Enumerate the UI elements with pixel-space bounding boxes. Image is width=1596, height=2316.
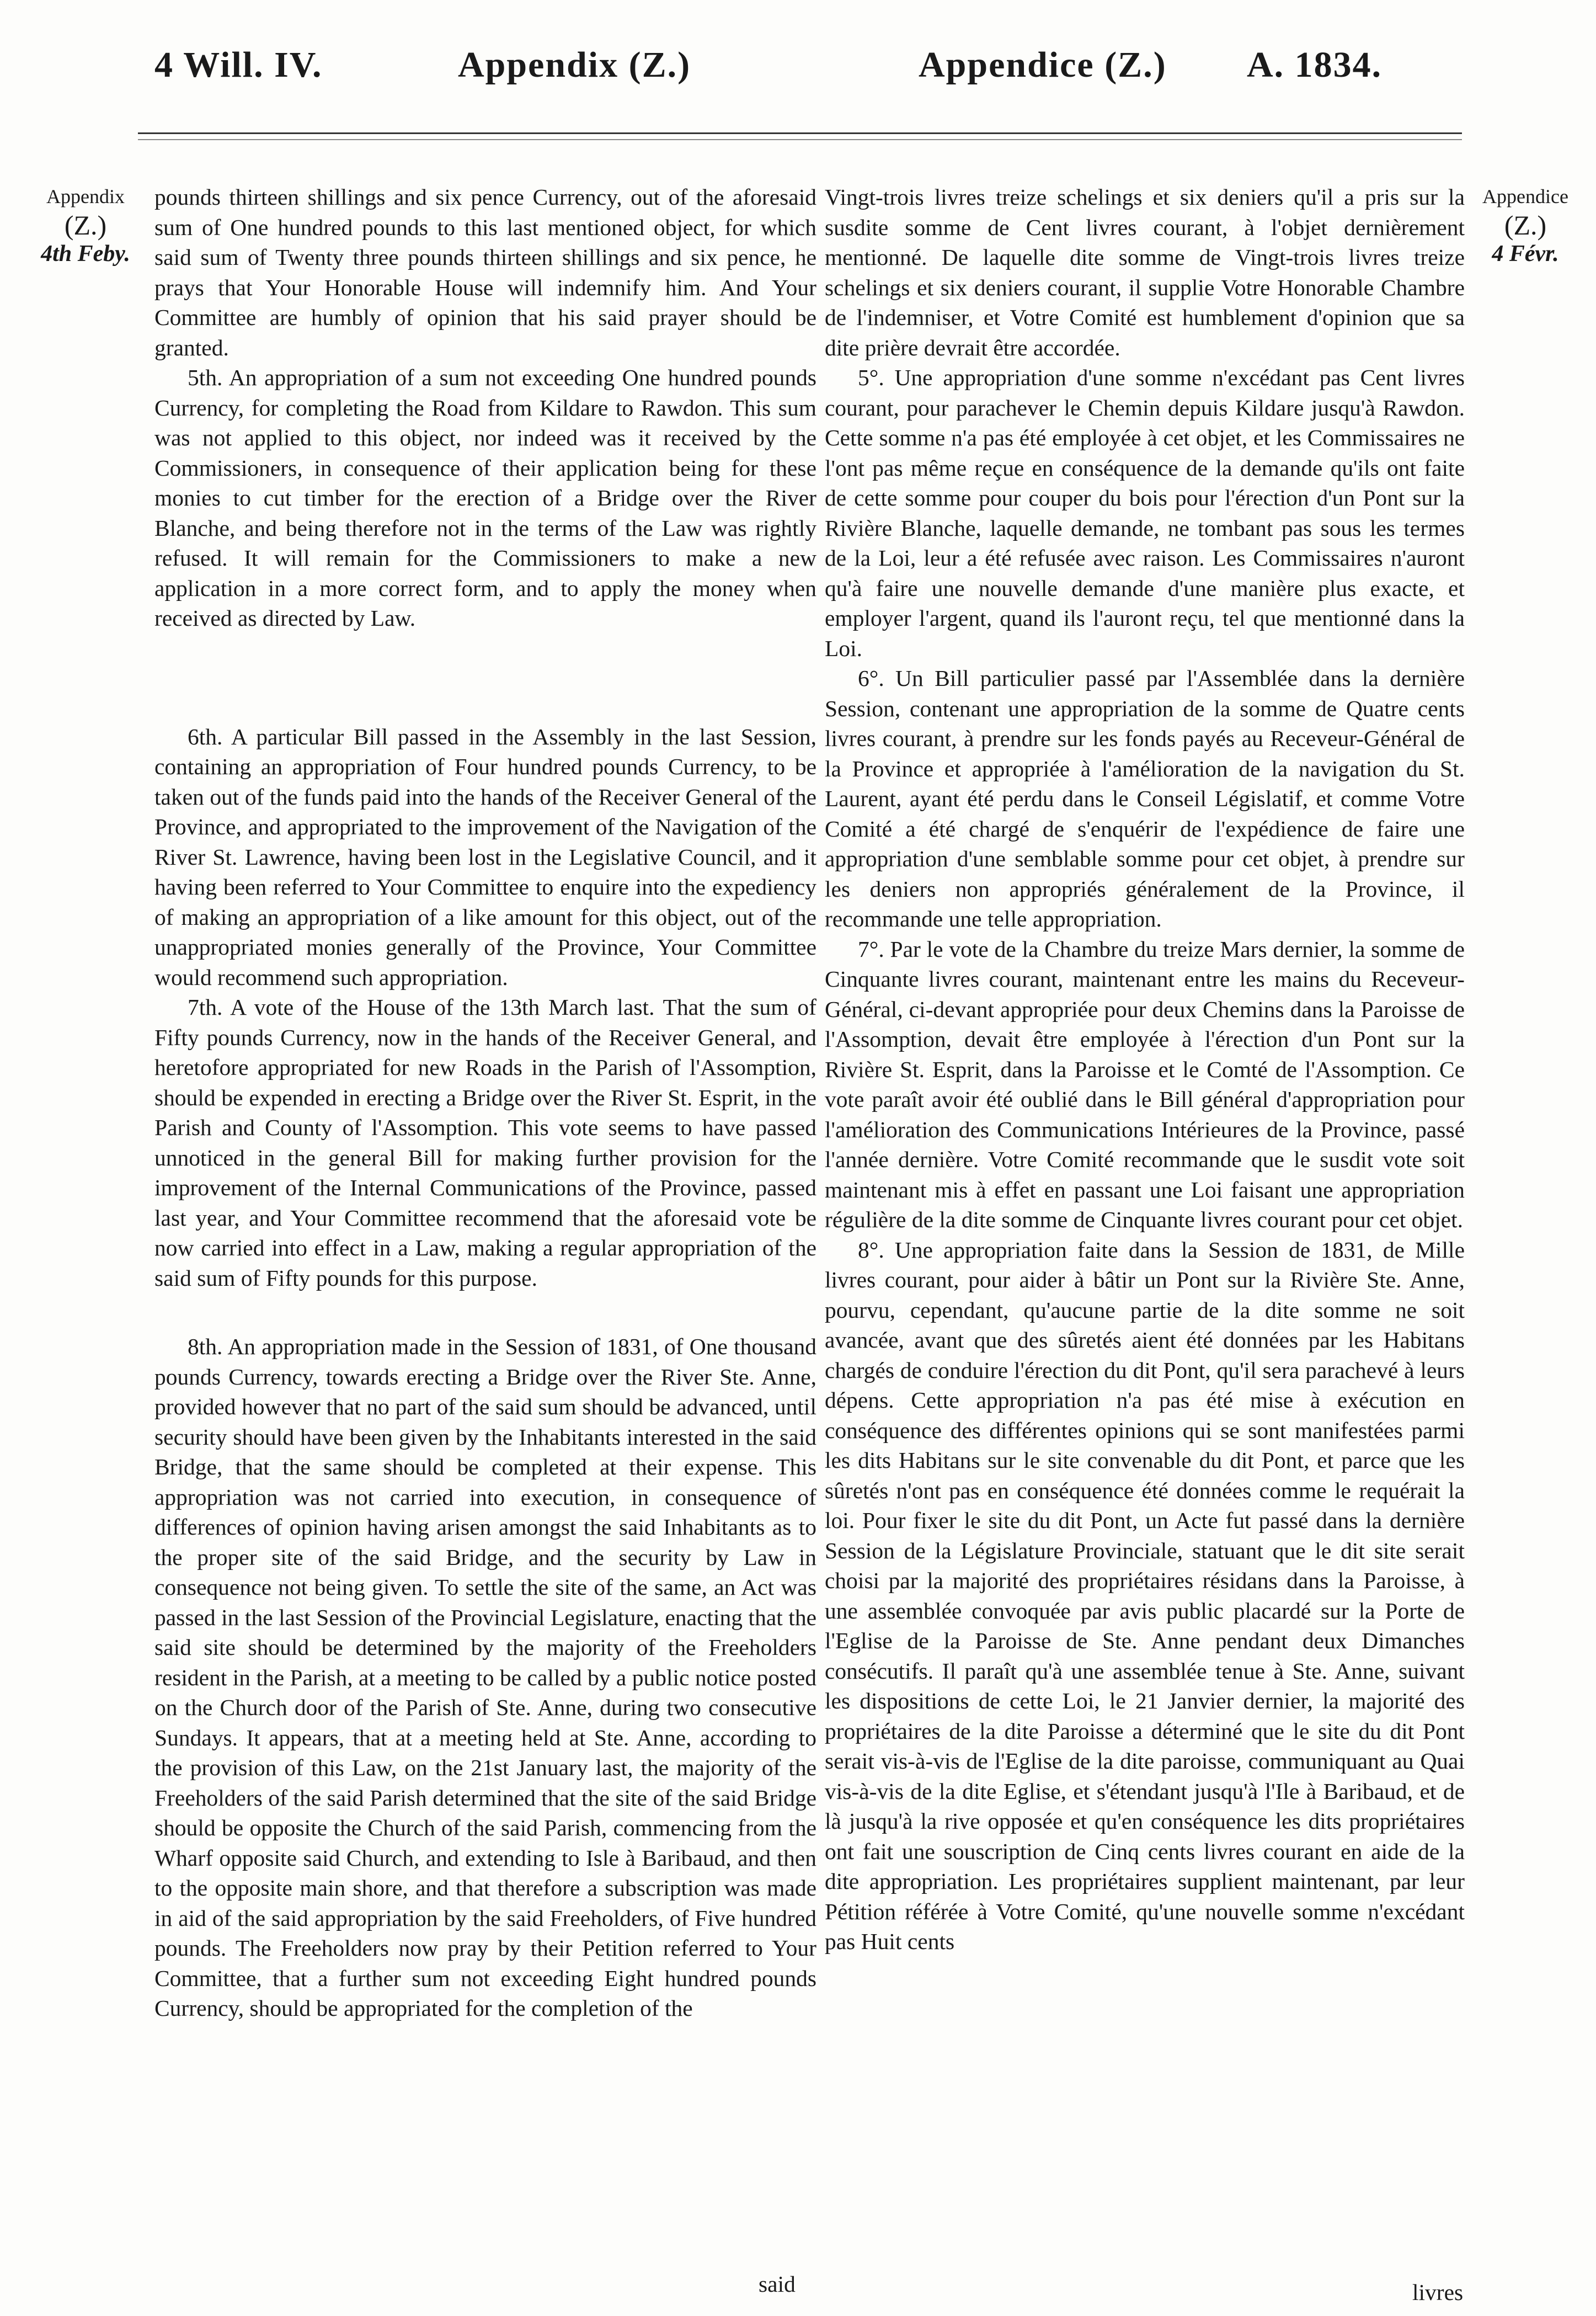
catchword-french: livres [1412,2280,1464,2305]
margin-letter-french: (Z.) [1504,210,1547,241]
margin-date-english: 4th Feby. [41,241,130,267]
margin-letter-english: (Z.) [64,210,107,241]
french-column [825,182,1465,1957]
header-rule-secondary [138,139,1462,140]
header-appendix-title-french: Appendice (Z.) [919,45,1167,85]
margin-note-english [22,182,149,268]
french-paragraph-seventh: 7°. Par le vote de la Chambre du treize Mars dernier, la somme de Cinquante livres courant, maintenant entre les mains du Receveur-Général, ci-devant appropriée pour deux Chemins dans la Paroisse de l'Assomption, devait être employée à l'érection d'un Pont sur la Rivière St. Esprit, dans la Paroisse et le Comté de l'Assomption. Ce vote paraît avoir été oublié dans le Bill général d'appropriation pour l'amélioration des Communications Intérieures de la Province, passé l'année dernière. Votre Comité recommande que le susdit vote soit maintenant mis à effet en passant une Loi faisant une appropriation régulière de la dite somme de Cinquante livres courant pour cet objet. [825,936,1465,1232]
catchword-english: said [759,2271,796,2297]
english-paragraph-sixth: 6th. A particular Bill passed in the Assembly in the last Session, containing an appropriation of Four hundred pounds Currency, to be taken out of the funds paid into the hands of the Receiver General of the Province, and appropriated to the improvement of the Navigation of the River St. Lawrence, having been lost in the Legislative Council, and it having been referred to Your Committee to enquire into the expediency of making an appropriation of a like amount for this object, out of the unappropriated monies generally of the Province, Your Committee would recommend such appropriation. [154,723,816,990]
page-header [0,28,1596,99]
english-column [154,182,816,2024]
header-appendix-title-english: Appendix (Z.) [458,45,691,85]
french-paragraph-continuation: Vingt-trois livres treize schelings et six deniers qu'il a pris sur la susdite somme de Cent livres courant, à l'objet dernièrement mentionné. De laquelle dite somme de Vingt-trois livres treize schelings et six deniers courant, il supplie Votre Honorable Chambre de l'indemniser, et Votre Comité est humblement d'opinion que sa dite prière devrait être accordée. [825,184,1465,360]
english-paragraph-seventh: 7th. A vote of the House of the 13th March last. That the sum of Fifty pounds Currency, now in the hands of the Receiver General, and heretofore appropriated for new Roads in the Parish of l'Assomption, should be expended in erecting a Bridge over the River St. Esprit, in the Parish and County of l'Assomption. This vote seems to have passed unnoticed in the general Bill for making further provision for the improvement of the Internal Communications of the Province, passed last year, and Your Committee recommend that the aforesaid vote be now carried into effect in a Law, making a regular appropriation of the said sum of Fifty pounds for this purpose. [154,994,816,1291]
english-paragraph-continuation: pounds thirteen shillings and six pence Currency, out of the aforesaid sum of One hundred pounds to this last mentioned object, for which said sum of Twenty three pounds thirteen shillings and six pence, he prays that Your Honorable House will indemnify him. And Your Committee are humbly of opinion that his said prayer should be granted. [154,184,816,360]
french-paragraph-fifth: 5°. Une appropriation d'une somme n'excédant pas Cent livres courant, pour parachever le Chemin depuis Kildare jusqu'à Rawdon. Cette somme n'a pas été employée à cet objet, et les Commissaires ne l'ont pas même reçue en conséquence de la demande qu'ils ont faite de cette somme pour couper du bois pour l'érection d'un Pont sur la Rivière Blanche, laquelle demande, ne tombant pas sous les termes de la Loi, leur a été refusée avec raison. Les Commissaires n'auront qu'à faire une nouvelle demande d'une manière plus exacte, et employer l'argent, quand ils l'auront reçu, tel que mentionné dans la Loi. [825,365,1465,661]
margin-label-english: Appendix [46,185,125,207]
header-rule [138,132,1462,134]
english-paragraph-eighth: 8th. An appropriation made in the Session of 1831, of One thousand pounds Currency, towards erecting a Bridge over the River Ste. Anne, provided however that no part of the said sum should be advanced, until security should have been given by the Inhabitants interested in the said Bridge, that the same should be completed at their expense. This appropriation was not carried into execution, in consequence of differences of opinion having arisen amongst the said Inhabitants as to the proper site of the said Bridge, and the security by Law in consequence not being given. To settle the site of the same, an Act was passed in the last Session of the Provincial Legislature, enacting that the said site should be determined by the majority of the Freeholders resident in the Parish, at a meeting to be called by a public notice posted on the Church door of the Parish of Ste. Anne, during two consecutive Sundays. It appears, that at a meeting held at Ste. Anne, according to the provision of this Law, on the 21st January last, the majority of the Freeholders of the said Parish determined that the site of the said Bridge should be opposite the Church of the said Parish, commencing from the Wharf opposite said Church, and extending to Isle à Baribaud, and then to the opposite main shore, and that therefore a subscription was made in aid of the said appropriation by the said Freeholders, of Five hundred pounds. The Freeholders now pray by their Petition referred to Your Committee, that a further sum not exceeding Eight hundred pounds Currency, should be appropriated for the completion of the [154,1334,816,2021]
margin-label-french: Appendice [1482,185,1568,207]
header-reign: 4 Will. IV. [154,45,323,85]
french-paragraph-eighth: 8°. Une appropriation faite dans la Session de 1831, de Mille livres courant, pour aider à bâtir un Pont sur la Rivière Ste. Anne, pourvu, cependant, qu'aucune partie de la dite somme ne soit avancée, avant que des sûretés aient été données par les Habitans chargés de conduire l'érection du dit Pont, qu'il sera parachevé à leurs dépens. Cette appropriation n'a pas été mise à exécution en conséquence des différentes opinions qui se sont manifestées parmi les dits Habitans sur le site convenable du dit Pont, et parce que les sûretés n'ont pas en conséquence été données comme le requérait la loi. Pour fixer le site du dit Pont, un Acte fut passé dans la dernière Session de la Législature Provinciale, statuant que le dit site serait choisi par la majorité des propriétaires résidans dans la Paroisse, à une assemblée convoquée par avis public placardé sur la Porte de l'Eglise de la Paroisse de Ste. Anne pendant deux Dimanches consécutifs. Il paraît qu'à une assemblée tenue à Ste. Anne, suivant les dispositions de cette Loi, le 21 Janvier dernier, la majorité des propriétaires de la dite Paroisse a déterminé que le site du dit Pont serait vis-à-vis de l'Eglise de la dite paroisse, communiquant au Quai vis-à-vis de la dite Eglise, et s'étendant jusqu'à l'Ile à Baribaud, et de là jusqu'à la rive opposée et qu'en conséquence les dits propriétaires ont fait une souscription de Cinq cents livres courant en aide de la dite appropriation. Les propriétaires supplient maintenant, par leur Pétition référée à Votre Comité, qu'une nouvelle somme n'excédant pas Huit cents [825,1237,1465,1954]
english-paragraph-fifth: 5th. An appropriation of a sum not exceeding One hundred pounds Currency, for completing the Road from Kildare to Rawdon. This sum was not applied to this object, nor indeed was it received by the Commissioners, in consequence of their application being for these monies to cut timber for the erection of a Bridge over the River Blanche, and being therefore not in the terms of the Law was rightly refused. It will remain for the Commissioners to make a new application in a more correct form, and to apply the money when received as directed by Law. [154,365,816,631]
french-paragraph-sixth: 6°. Un Bill particulier passé par l'Assemblée dans la dernière Session, contenant une appropriation de la somme de Quatre cents livres courant, à prendre sur les fonds payés au Receveur-Général de la Province et appropriée à l'amélioration de la navigation du St. Laurent, ayant été perdu dans le Conseil Législatif, et comme Votre Comité a été chargé de s'enquérir de l'expédience de faire une appropriation d'une semblable somme pour cet objet, à prendre sur les deniers non appropriés généralement de la Province, il recommande une telle appropriation. [825,665,1465,931]
margin-note-french [1467,182,1583,268]
margin-date-french: 4 Févr. [1492,241,1559,267]
header-year: A. 1834. [1247,45,1383,85]
